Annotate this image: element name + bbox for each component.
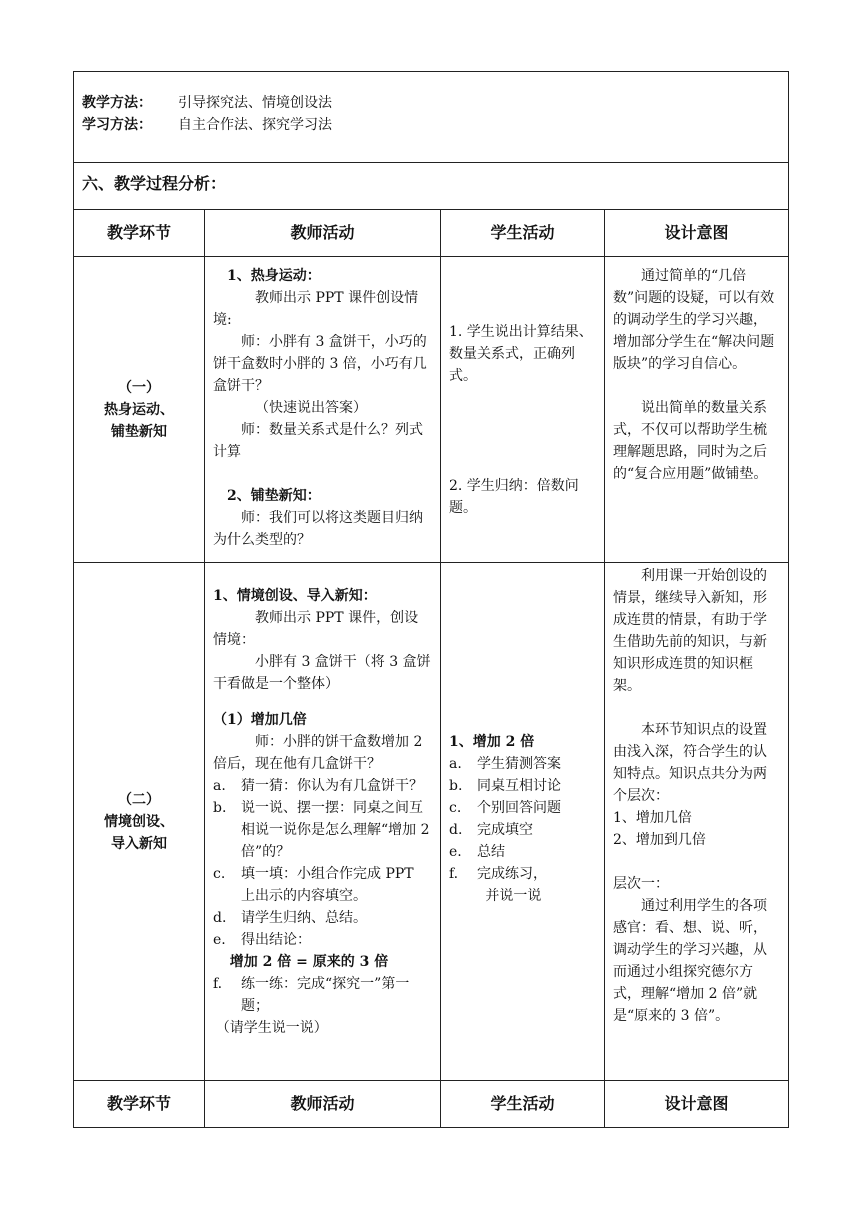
header-intent: 设计意图 <box>605 210 789 257</box>
teacher-text: （快速说出答案） <box>255 400 367 416</box>
learning-method-value: 自主合作法、探究学习法 <box>178 117 332 133</box>
student-heading: 1、增加 2 倍 <box>449 734 535 750</box>
list-item: c. 个别回答问题 <box>449 800 561 816</box>
list-item: a. 猜一猜：你认为有几盒饼干？ <box>213 778 423 794</box>
student-text: 2. 学生归纳：倍数问题。 <box>449 478 579 516</box>
learning-method-label: 学习方法： <box>82 117 152 133</box>
list-item: b. 说一说、摆一摆：同桌之间互相说一说你是怎么理解“增加 2 倍”的？ <box>213 800 430 860</box>
conclusion-text: 增加 2 倍 = 原来的 3 倍 <box>229 954 389 970</box>
intent-text: 利用课一开始创设的情景，继续导入新知，形成连贯的情景，有助于学生借助先前的知识，与新知识形成连贯的知识框架。 <box>613 568 767 694</box>
teacher-activity-1 <box>205 257 441 563</box>
lesson-plan-sheet <box>73 71 788 1128</box>
intent-text: 本环节知识点的设置由浅入深，符合学生的认知特点。知识点共分为两个层次： <box>613 722 767 804</box>
stage-cell-2 <box>74 563 205 1081</box>
student-activity-2 <box>441 563 605 1081</box>
teacher-text: 师：数量关系式是什么？列式计算 <box>213 422 423 460</box>
stage-number: （一） <box>118 379 160 396</box>
header-stage: 教学环节 <box>74 1081 205 1128</box>
header-student: 学生活动 <box>441 210 605 257</box>
intent-level: 1、增加几倍 <box>613 810 692 826</box>
header-teacher: 教师活动 <box>205 1081 441 1128</box>
list-item: f. 练一练：完成“探究一”第一题； <box>213 976 410 1014</box>
list-item: c. 填一填：小组合作完成 PPT 上出示的内容填空。 <box>213 866 414 904</box>
lesson-plan-table <box>73 71 789 1128</box>
teacher-text: 教师出示 PPT 课件创设情境: <box>213 290 419 328</box>
intent-level: 2、增加到几倍 <box>613 832 706 848</box>
table-row <box>74 563 789 1081</box>
header-student: 学生活动 <box>441 1081 605 1128</box>
list-item: f. 完成练习， <box>449 866 547 882</box>
header-intent: 设计意图 <box>605 1081 789 1128</box>
table-header-row <box>74 210 789 257</box>
student-text: 并说一说 <box>485 888 542 904</box>
methods-cell <box>74 72 789 163</box>
teacher-activity-2 <box>205 563 441 1081</box>
design-intent-1 <box>605 257 789 563</box>
list-item: a. 学生猜测答案 <box>449 756 561 772</box>
student-text: 1. 学生说出计算结果、数量关系式，正确列式。 <box>449 324 593 384</box>
teacher-note: （请学生说一说） <box>215 1020 328 1036</box>
header-teacher: 教师活动 <box>205 210 441 257</box>
section-title: 六、教学过程分析： <box>82 174 227 193</box>
teaching-method-label: 教学方法： <box>82 95 152 111</box>
intent-text: 层次一： <box>613 876 669 892</box>
list-item: e. 得出结论： <box>213 932 311 948</box>
list-item: b. 同桌互相讨论 <box>449 778 561 794</box>
header-stage: 教学环节 <box>74 210 205 257</box>
teacher-heading: 2、铺垫新知： <box>227 488 321 504</box>
intent-text: 通过利用学生的各项感官：看、想、说、听，调动学生的学习兴趣，从而通过小组探究德尔方式，理解“增加 2 倍”就是“原来的 3 倍”。 <box>613 898 767 1024</box>
teacher-text: 小胖有 3 盒饼干（将 3 盒饼干看做是一个整体） <box>213 654 431 692</box>
teacher-heading: （1）增加几倍 <box>213 712 307 728</box>
design-intent-2 <box>605 563 789 1081</box>
list-item: d. 请学生归纳、总结。 <box>213 910 367 926</box>
intent-text: 说出简单的数量关系式，不仅可以帮助学生梳理解题思路，同时为之后的“复合应用题”做铺垫。 <box>613 400 768 482</box>
teacher-text: 师：我们可以将这类题目归纳为什么类型的？ <box>213 510 423 548</box>
stage-cell-1 <box>74 257 205 563</box>
list-item: e. 总结 <box>449 844 505 860</box>
stage-name: 热身运动、铺垫新知 <box>104 401 174 440</box>
table-header-row-bottom <box>74 1081 789 1128</box>
stage-number: （二） <box>118 791 160 808</box>
teacher-text: 教师出示 PPT 课件，创设情境： <box>213 610 419 648</box>
teacher-heading: 1、情境创设、导入新知： <box>213 588 377 604</box>
intent-text: 通过简单的“几倍数”问题的设疑，可以有效的调动学生的学习兴趣，增加部分学生在“解决问题版块”的学习自信心。 <box>613 268 775 372</box>
teacher-text: 师：小胖有 3 盒饼干，小巧的饼干盒数时小胖的 3 倍，小巧有几盒饼干？ <box>213 334 427 394</box>
section-title-cell <box>74 163 789 210</box>
list-item: d. 完成填空 <box>449 822 533 838</box>
stage-name: 情境创设、导入新知 <box>104 813 174 852</box>
teaching-method-value: 引导探究法、情境创设法 <box>178 95 332 111</box>
teacher-text: 师：小胖的饼干盒数增加 2 倍后，现在他有几盒饼干？ <box>213 734 423 772</box>
student-activity-1 <box>441 257 605 563</box>
table-row <box>74 257 789 563</box>
teacher-heading: 1、热身运动： <box>227 268 321 284</box>
